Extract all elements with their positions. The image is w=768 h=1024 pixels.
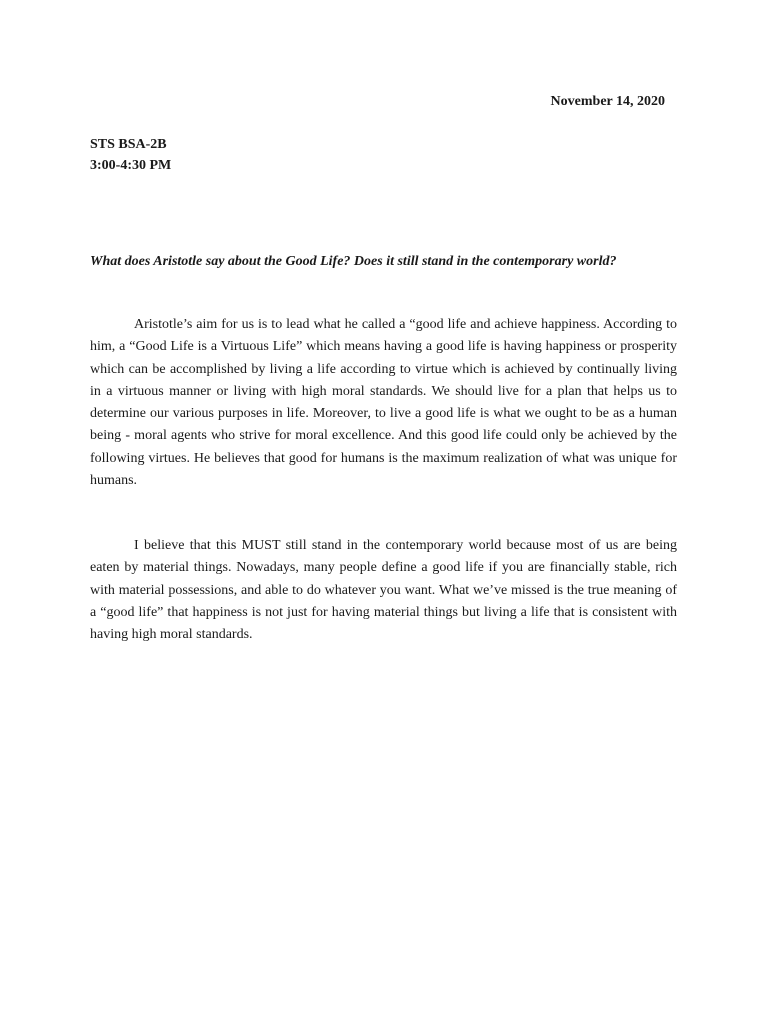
course-section: STS BSA-2B xyxy=(90,137,167,152)
essay-paragraph-2: I believe that this MUST still stand in the contemporary world because most of us are being eaten by material things. Nowadays, many people define a good life if you are financially stable, rich with material possessions, and able to do whatever you want. What we’ve missed is the true meaning of a “good life” that happiness is not just for having material things but living a life that is consistent with having high moral standards. xyxy=(90,538,677,643)
essay-paragraph-1: Aristotle’s aim for us is to lead what he called a “good life and achieve happiness. According to him, a “Good Life is a Virtuous Life” which means having a good life is having happiness or prosperity which can be accomplished by living a life according to virtue which is achieved by continually living in a virtuous manner or living with high moral standards. We should live for a plan that helps us to determine our various purposes in life. Moreover, to live a good life is what we ought to be as a human being - moral agents who strive for moral excellence. And this good life could only be achieved by the following virtues. He believes that good for humans is the maximum realization of what was unique for humans. xyxy=(90,317,677,489)
class-time: 3:00-4:30 PM xyxy=(90,158,172,173)
essay-question: What does Aristotle say about the Good Life? Does it still stand in the contemporary world? xyxy=(90,254,617,269)
document-date: November 14, 2020 xyxy=(550,94,665,109)
document-header xyxy=(90,134,171,176)
